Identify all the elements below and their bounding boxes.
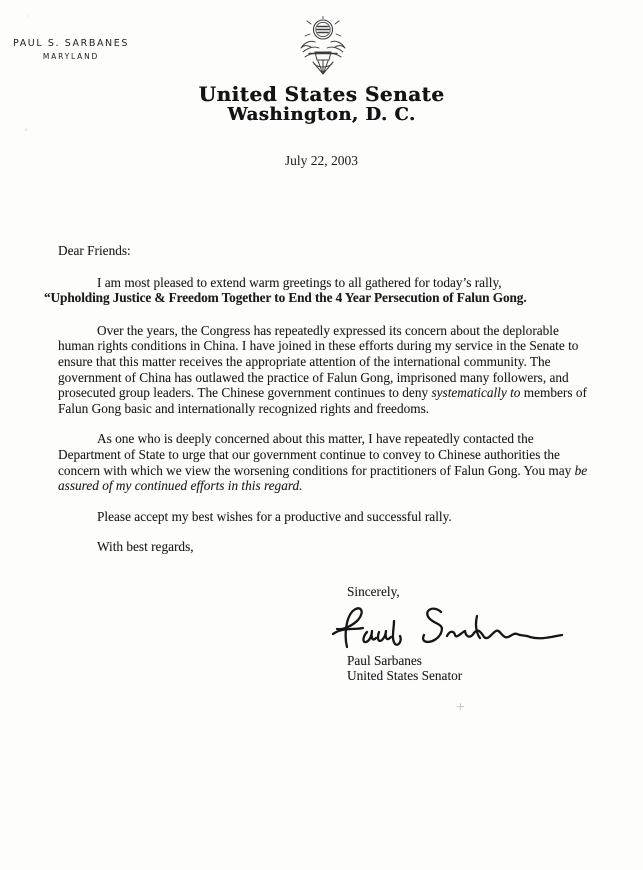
- state-dept-italic: be assured of my continued efforts in this regard.: [58, 462, 588, 494]
- typed-name: Paul Sarbanes: [347, 652, 422, 668]
- closing-block: [347, 584, 566, 684]
- paragraph-best-wishes: Please accept my best wishes for a productive and successful rally.: [97, 508, 452, 524]
- sender-state: MARYLAND: [42, 52, 100, 61]
- senate-seal-icon: [295, 16, 351, 78]
- scan-plus-mark-icon: +: [456, 700, 466, 713]
- state-dept-text: As one who is deeply concerned about this matter, I have repeatedly contacted the Department of State to urge that our government continue to convey to Chinese authorities the concern with which we view the worsening conditions for practitioners of Falun Gong. You may: [58, 431, 575, 478]
- sender-name: PAUL S. SARBANES: [12, 38, 130, 49]
- paragraph-greeting: [44, 274, 598, 306]
- congress-text-end: members of Falun Gong basic and internationally recognized rights and freedoms.: [58, 385, 587, 416]
- signature-icon: [331, 603, 566, 653]
- salutation: Dear Friends:: [58, 243, 131, 258]
- sincerely: Sincerely,: [347, 584, 400, 599]
- typed-title: United States Senator: [347, 668, 463, 684]
- org-name: United States Senate: [198, 82, 445, 106]
- greeting-line: I am most pleased to extend warm greetings to all gathered for today’s rally,: [97, 274, 502, 290]
- letter-date: July 22, 2003: [284, 153, 359, 168]
- scan-speck-icon: ·: [27, 12, 30, 21]
- scan-speck-icon: ': [25, 128, 28, 138]
- letter-body: [44, 243, 598, 570]
- sender-block: [10, 38, 132, 61]
- paragraph-state-department: [58, 431, 598, 493]
- org-city: Washington, D. C.: [227, 104, 416, 125]
- congress-text: Over the years, the Congress has repeatedly expressed its concern about the deplorable human rights conditions in China. I have joined in these efforts during my service in the Senate to ensure that this matter receives the appropriate attention of the international community. The government of China has outlawed the practice of Falun Gong, imprisoned many followers, and prosecuted group leaders. The Chinese government continues to deny: [58, 322, 579, 401]
- congress-italic: systematically to: [431, 385, 521, 401]
- paragraph-congress: [58, 323, 598, 417]
- rally-title-bold: “Upholding Justice & Freedom Together to End the 4 Year Persecution of Falun Gong.: [44, 290, 527, 306]
- paragraph-regards: With best regards,: [97, 539, 194, 555]
